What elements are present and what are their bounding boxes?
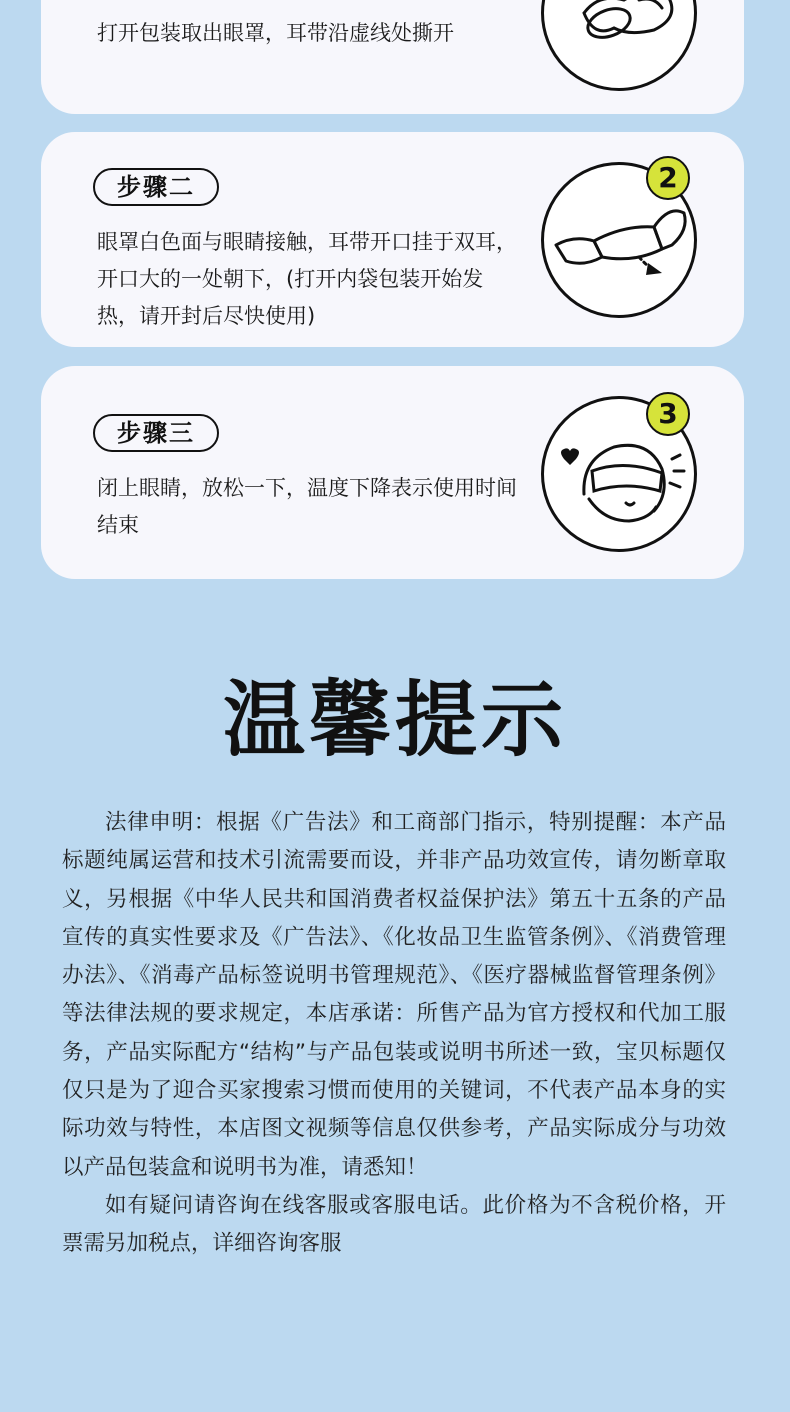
step-2-badge: 2 <box>646 156 690 200</box>
step-1-illustration <box>541 0 697 91</box>
step-3-label: 步骤三 <box>93 414 219 452</box>
legal-statement-paragraph: 法律申明：根据《广告法》和工商部门指示，特别提醒：本产品标题纯属运营和技术引流需要而设，并非产品功效宣传，请勿断章取义，另根据《中华人民共和国消费者权益保护法》第五十五条的产品宣传的真实性要求及《广告法》、《化妆品卫生监管条例》、《消费管理办法》、《消毒产品标签说明书管理规范》、《医疗器械监督管理条例》等法律法规的要求规定，本店承诺：所售产品为官方授权和代加工服务，产品实际配方“结构”与产品包装或说明书所述一致，宝贝标题仅仅只是为了迎合买家搜索习惯而使用的关键词，不代表产品本身的实际功效与特性，本店图文视频等信息仅供参考，产品实际成分与功效以产品包装盒和说明书为准，请悉知！ <box>62 810 726 1180</box>
step-3-text: 闭上眼睛，放松一下，温度下降表示使用时间结束 <box>97 476 517 537</box>
step-2-text: 眼罩白色面与眼睛接触，耳带开口挂于双耳，开口大的一处朝下，(打开内袋包装开始发热，请开封后尽快使用) <box>97 230 517 328</box>
step-card-2 <box>41 132 744 347</box>
contact-paragraph: 如有疑问请咨询在线客服或客服电话。此价格为不含税价格，开票需另加税点，详细咨询客服 <box>62 1192 726 1257</box>
tips-notice <box>62 804 726 1264</box>
step-3-badge: 3 <box>646 392 690 436</box>
step-1-text: 打开包装取出眼罩，耳带沿虚线处撕开 <box>97 21 454 45</box>
step-2-label: 步骤二 <box>93 168 219 206</box>
eye-mask-unpack-icon <box>544 0 694 88</box>
tips-title: 温馨提示 <box>222 673 567 768</box>
step-card-3 <box>41 366 744 579</box>
step-card-1 <box>41 0 744 114</box>
